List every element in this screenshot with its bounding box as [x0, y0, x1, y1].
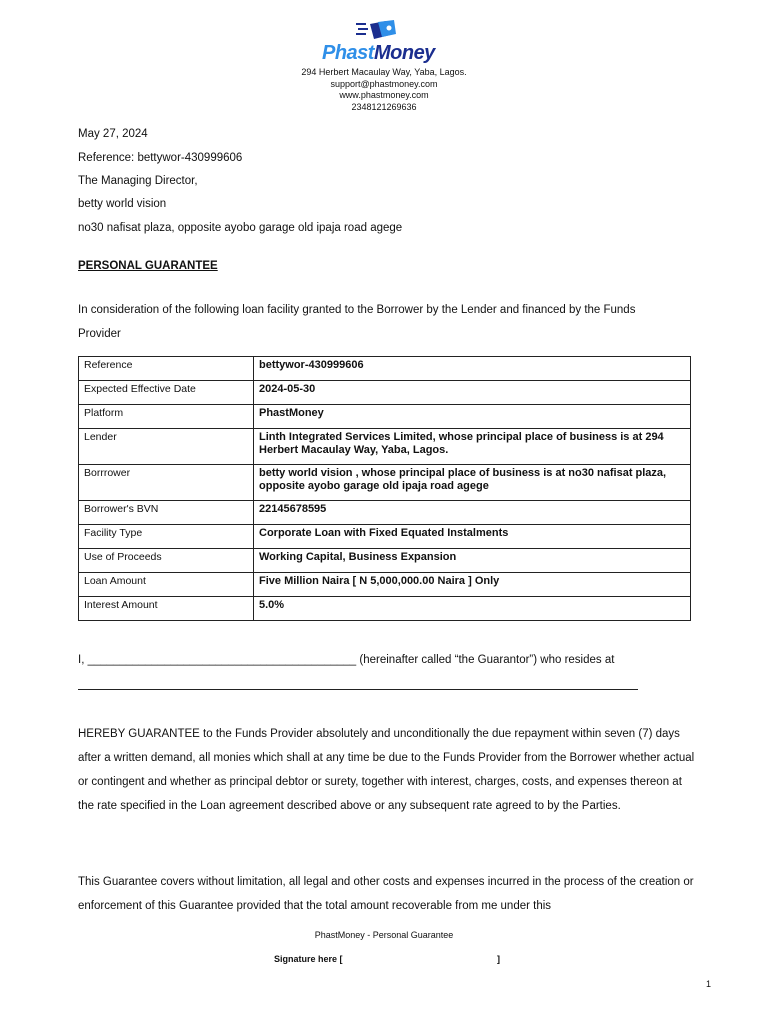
table-row	[79, 573, 691, 597]
signature-bracket-close: ]	[497, 954, 500, 964]
table-row	[79, 549, 691, 573]
table-row	[79, 405, 691, 429]
company-website: www.phastmoney.com	[339, 90, 429, 100]
row-label: Use of Proceeds	[79, 549, 254, 573]
brand-name-part2: Money	[373, 42, 435, 64]
brand-logo	[320, 20, 450, 64]
row-label: Platform	[79, 405, 254, 429]
guarantor-address-blank[interactable]	[78, 689, 638, 690]
row-value: Linth Integrated Services Limited, whose principal place of business is at 294 Herbert Macaulay Way, Yaba, Lagos.	[254, 429, 691, 465]
row-label: Facility Type	[79, 525, 254, 549]
letterhead-contact	[0, 67, 768, 113]
guarantor-declaration: I, __________________________________________ (hereinafter called “the Guarantor”) who resides at	[78, 654, 615, 666]
row-label: Borrrower	[79, 465, 254, 501]
signature-field[interactable]: Signature here [	[274, 954, 343, 964]
row-label: Expected Effective Date	[79, 381, 254, 405]
table-row	[79, 357, 691, 381]
letter-reference: Reference: bettywor-430999606	[78, 152, 243, 164]
table-row	[79, 525, 691, 549]
company-phone: 2348121269636	[351, 101, 417, 112]
recipient-address: no30 nafisat plaza, opposite ayobo garage old ipaja road agege	[78, 222, 403, 234]
document-title: PERSONAL GUARANTEE	[78, 260, 218, 272]
company-email: support@phastmoney.com	[330, 78, 438, 89]
row-value: 22145678595	[254, 501, 691, 525]
row-label: Lender	[79, 429, 254, 465]
table-row	[79, 501, 691, 525]
row-value: Working Capital, Business Expansion	[254, 549, 691, 573]
row-value: bettywor-430999606	[254, 357, 691, 381]
row-label: Borrower's BVN	[79, 501, 254, 525]
footer-title: PhastMoney - Personal Guarantee	[314, 930, 454, 940]
row-label: Reference	[79, 357, 254, 381]
row-label: Loan Amount	[79, 573, 254, 597]
brand-wordmark	[322, 42, 435, 65]
loan-details-table	[78, 356, 691, 621]
guarantee-paragraph: HEREBY GUARANTEE to the Funds Provider absolutely and unconditionally the due repayment within seven (7) days after a written demand, all monies which shall at any time be due to the Funds Provider from the Borrower whether actual or contingent and whether as principal debtor or surety, together with interest, charges, costs, and expenses thereon at the rate specified in the Loan agreement described above or any subsequent rate agreed to by the Parties.	[78, 728, 695, 812]
row-label: Interest Amount	[79, 597, 254, 621]
row-value: Five Million Naira [ N 5,000,000.00 Naira ] Only	[254, 573, 691, 597]
page-number: 1	[706, 979, 712, 989]
row-value: 5.0%	[254, 597, 691, 621]
row-value: Corporate Loan with Fixed Equated Instalments	[254, 525, 691, 549]
table-row	[79, 429, 691, 465]
recipient-company: betty world vision	[78, 198, 167, 210]
intro-paragraph: In consideration of the following loan facility granted to the Borrower by the Lender and financed by the Funds Provider	[78, 304, 636, 340]
table-row	[79, 465, 691, 501]
row-value: PhastMoney	[254, 405, 691, 429]
letter-date: May 27, 2024	[78, 128, 148, 140]
company-address: 294 Herbert Macaulay Way, Yaba, Lagos.	[301, 67, 467, 77]
row-value: 2024-05-30	[254, 381, 691, 405]
recipient-title: The Managing Director,	[78, 175, 198, 187]
logo-icon	[356, 20, 402, 42]
brand-name-part1: Phast	[322, 42, 374, 64]
coverage-paragraph: This Guarantee covers without limitation, all legal and other costs and expenses incurred in the process of the creation or enforcement of this Guarantee provided that the total amount recoverable from me under this	[78, 876, 694, 912]
table-row	[79, 381, 691, 405]
table-row	[79, 597, 691, 621]
row-value: betty world vision , whose principal place of business is at no30 nafisat plaza, opposite ayobo garage old ipaja road agege	[254, 465, 691, 501]
